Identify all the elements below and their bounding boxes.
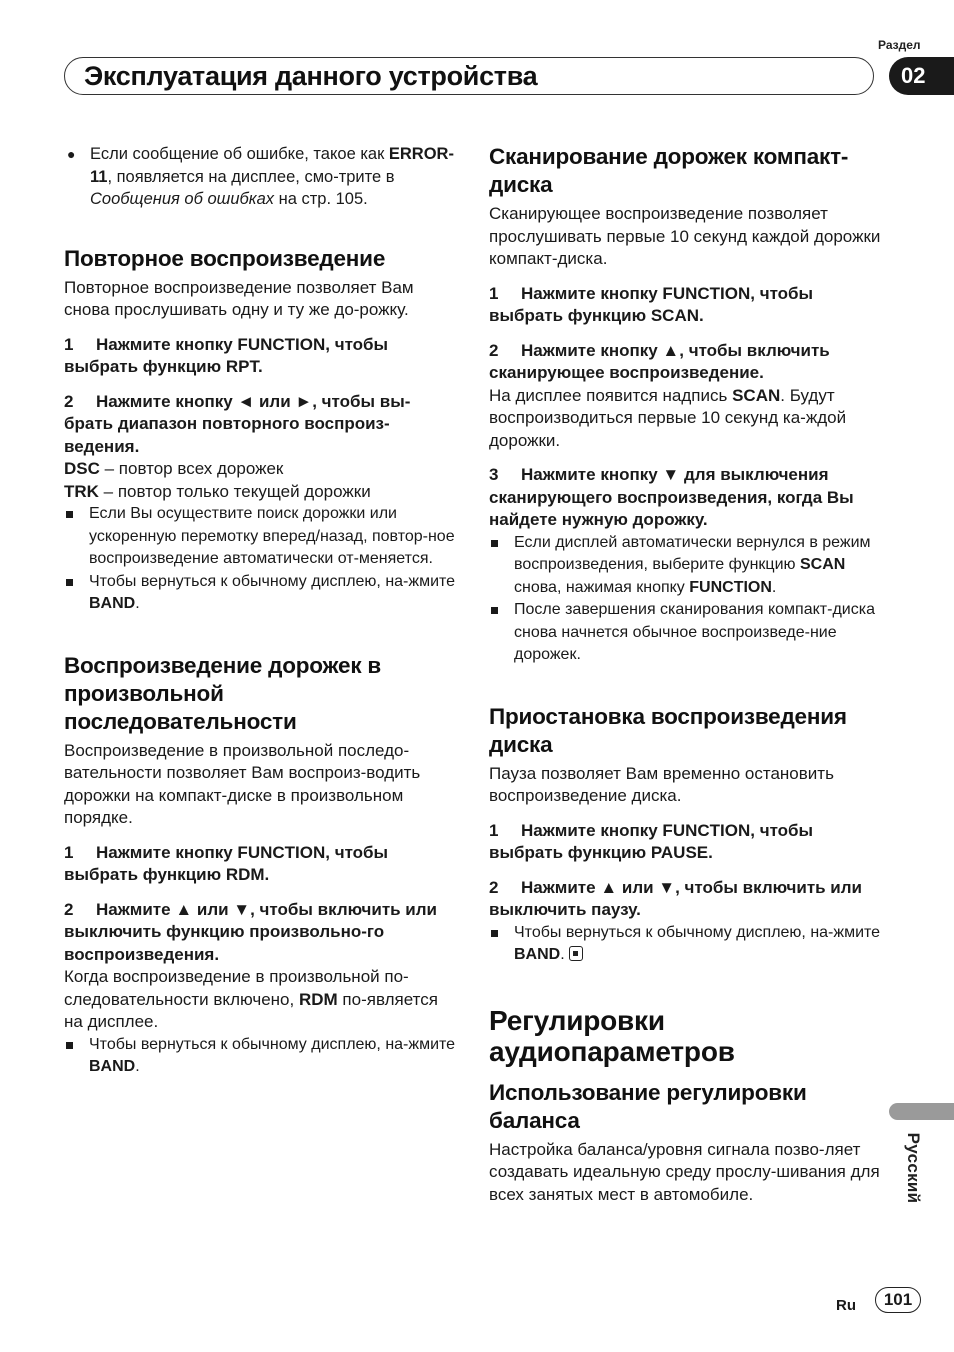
random-heading: Воспроизведение дорожек в произвольной последовательности	[64, 652, 382, 734]
square-bullet	[491, 540, 498, 547]
scan-step-2: 2 Нажмите кнопку ▲, чтобы включить сканирующее воспроизведение.	[489, 340, 830, 382]
language-tab-label: Русский	[904, 1132, 923, 1204]
pause-heading: Приостановка воспроизведения диска	[489, 703, 847, 757]
scan-note-2: После завершения сканирования компакт-диска снова начнется обычное воспроизведе-ние дорожек.	[489, 599, 884, 667]
language-tab-marker	[889, 1103, 954, 1120]
random-note: Чтобы вернуться к обычному дисплею, на-жмите BAND.	[64, 1034, 456, 1079]
square-bullet	[66, 1042, 73, 1049]
pause-note: Чтобы вернуться к обычному дисплею, на-жмите BAND.	[489, 922, 884, 967]
pause-step-2: 2 Нажмите ▲ или ▼, чтобы включить или выключить паузу.	[489, 877, 863, 919]
scan-status-text: На дисплее появится надпись SCAN. Будут воспроизводиться первые 10 секунд ка-ждой дорожки.	[489, 385, 847, 450]
scan-step-1: 1 Нажмите кнопку FUNCTION, чтобы выбрать функцию SCAN.	[489, 283, 814, 325]
random-status-text: Когда воспроизведение в произвольной по-следовательности включено, RDM по-является на дисплее.	[64, 967, 438, 1031]
section-label: Раздел	[878, 38, 921, 52]
left-column	[64, 143, 456, 1079]
square-bullet	[491, 607, 498, 614]
error-messages-link[interactable]: Сообщения об ошибках	[90, 190, 275, 208]
right-column	[489, 143, 884, 1206]
scan-heading: Сканирование дорожек компакт-диска	[489, 144, 849, 197]
page-number: 101	[875, 1287, 921, 1313]
page-title: Эксплуатация данного устройства	[84, 61, 538, 91]
audio-heading: Регулировки аудиопараметров	[489, 1004, 735, 1067]
error-code: ERROR-11	[90, 145, 454, 186]
balance-heading: Использование регулировки баланса	[489, 1079, 807, 1133]
pause-step-1: 1 Нажмите кнопку FUNCTION, чтобы выбрать функцию PAUSE.	[489, 820, 814, 862]
scan-note-1: Если дисплей автоматически вернулся в режим воспроизведения, выберите функцию SCAN снова, нажимая кнопку FUNCTION.	[489, 532, 884, 600]
scan-description: Сканирующее воспроизведение позволяет прослушивать первые 10 секунд каждой дорожки компакт-диска.	[489, 204, 881, 268]
repeat-note-1: Если Вы осуществите поиск дорожки или ускоренную перемотку вперед/назад, повтор-ное воспроизведение автоматически от-меняется.	[64, 503, 456, 571]
square-bullet	[491, 930, 498, 937]
square-bullet	[66, 511, 73, 518]
repeat-description: Повторное воспроизведение позволяет Вам снова прослушивать одну и ту же до-рожку.	[64, 277, 414, 319]
repeat-step-1: 1 Нажмите кнопку FUNCTION, чтобы выбрать функцию RPT.	[64, 334, 389, 376]
end-of-section-icon	[569, 946, 583, 961]
scan-step-3: 3 Нажмите кнопку ▼ для выключения сканирующего воспроизведения, когда Вы найдете нужную дорожку.	[489, 465, 854, 529]
repeat-option-trk: TRK – повтор только текущей дорожки	[64, 481, 371, 501]
repeat-heading: Повторное воспроизведение	[64, 245, 386, 271]
balance-description: Настройка баланса/уровня сигнала позво-ляет создавать идеальную среду прослу-шивания для всех занятых мест в автомобиле.	[489, 1139, 880, 1204]
language-code: Ru	[836, 1297, 856, 1314]
repeat-note-2: Чтобы вернуться к обычному дисплею, на-жмите BAND.	[64, 571, 456, 616]
language-tab	[896, 1126, 926, 1216]
square-bullet	[66, 579, 73, 586]
section-number-badge: 02	[889, 57, 954, 95]
error-bullet: ● Если сообщение об ошибке, такое как ERROR-11, появляется на дисплее, смо-трите в Сообщения об ошибках на стр. 105.	[67, 145, 454, 208]
random-step-1: 1 Нажмите кнопку FUNCTION, чтобы выбрать функцию RDM.	[64, 842, 389, 884]
repeat-option-dsc: DSC – повтор всех дорожек	[64, 459, 284, 478]
random-step-2: 2 Нажмите ▲ или ▼, чтобы включить или выключить функцию произвольно-го воспроизведения.	[64, 899, 438, 964]
random-description: Воспроизведение в произвольной последо-вательности позволяет Вам воспроиз-водить дорожки на компакт-диске в произвольном порядке.	[64, 740, 421, 827]
repeat-step-2: 2 Нажмите кнопку ◄ или ►, чтобы вы-брать диапазон повторного воспроиз-ведения.	[64, 391, 411, 456]
bullet-dot: ●	[67, 146, 76, 162]
pause-description: Пауза позволяет Вам временно остановить воспроизведение диска.	[489, 763, 834, 805]
